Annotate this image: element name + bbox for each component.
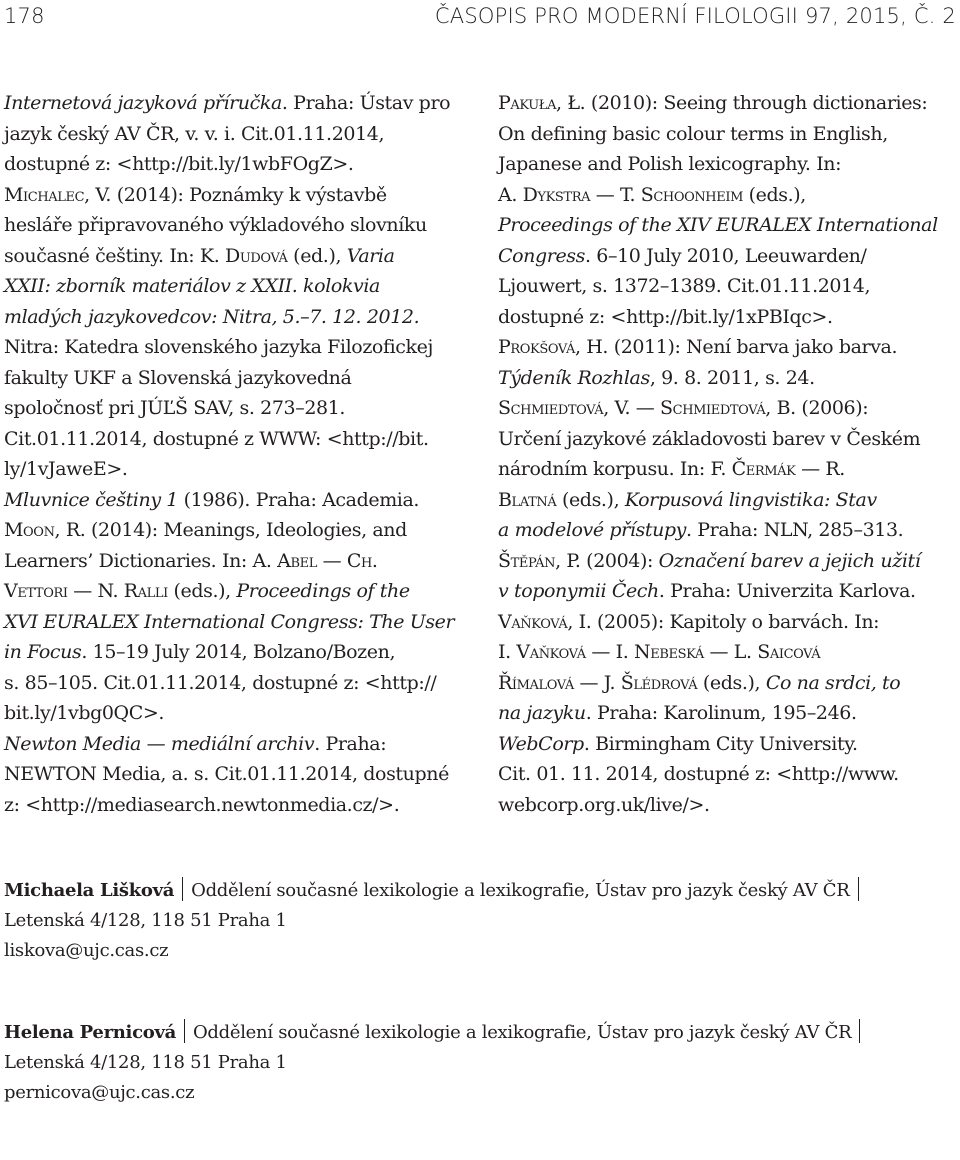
reference-text: Cit.01.11.2014, dostupné z WWW: <http://bit. — [4, 427, 429, 450]
reference-editor: Římalová — J. Šlédrová — [498, 671, 698, 694]
reference-entry — [4, 88, 474, 180]
reference-author: Pakuła, Ł. — [498, 92, 586, 114]
reference-text: Ljouwert, s. 1372–1389. Cit.01.11.2014, — [498, 275, 871, 297]
reference-text: (ed.), — [287, 244, 347, 267]
reference-text: . 6–10 July 2010, Leeuwarden/ — [585, 244, 867, 267]
reference-entry — [498, 393, 958, 546]
reference-title: Proceedings of the XIV EURALEX International — [498, 214, 938, 236]
reference-text: (1986). Praha: Academia. — [178, 488, 420, 511]
reference-text: (2004): — [580, 549, 659, 572]
reference-text: webcorp.org.uk/live/>. — [498, 793, 710, 816]
reference-title: Internetová jazyková příručka — [4, 92, 282, 114]
reference-entry — [4, 180, 474, 485]
reference-editor: Vettori — N. Ralli — [4, 580, 168, 602]
references-right-column — [498, 88, 958, 820]
reference-entry — [498, 332, 958, 393]
reference-editor: Abel — Ch. — [277, 549, 378, 572]
reference-entry — [4, 515, 474, 729]
reference-author: Michalec, V. — [4, 183, 112, 206]
reference-text: (2006): — [795, 397, 869, 419]
reference-text: (eds.), — [556, 488, 625, 511]
reference-text: . Praha: — [314, 732, 387, 755]
reference-title: Proceedings of the — [236, 580, 410, 602]
reference-text: (eds.), — [742, 183, 806, 206]
running-header — [4, 4, 956, 38]
author-email[interactable]: pernicova@ujc.cas.cz — [4, 1082, 195, 1103]
reference-text: národním korpusu. In: F. — [498, 458, 732, 480]
reference-text: ly/1vJaweE>. — [4, 458, 128, 480]
reference-entry — [498, 546, 958, 607]
reference-title: Týdeník Rozhlas — [498, 366, 650, 389]
reference-entry — [498, 607, 958, 729]
author-addresses — [4, 876, 956, 1160]
reference-text: Určení jazykové základovosti barev v Českém — [498, 427, 921, 450]
reference-text: NEWTON Media, a. s. Cit.01.11.2014, dostupné — [4, 763, 449, 785]
reference-text: Cit. 01. 11. 2014, dostupné z: <http://www. — [498, 763, 899, 785]
reference-title: XVI EURALEX International Congress: The User — [4, 610, 455, 633]
page-number: 178 — [4, 4, 45, 28]
author-email[interactable]: liskova@ujc.cas.cz — [4, 940, 169, 961]
reference-author: Moon, R. — [4, 519, 86, 541]
reference-text: s. 85–105. Cit.01.11.2014, dostupné z: <http:// — [4, 671, 437, 694]
reference-text: (2005): Kapitoly o barvách. In: — [591, 610, 880, 633]
separator-rule — [858, 877, 859, 901]
reference-text: Japanese and Polish lexicography. In: — [498, 153, 842, 175]
reference-title: Korpusová lingvistika: Stav — [624, 488, 877, 511]
reference-text: . Praha: Ústav pro — [281, 92, 451, 114]
reference-text: (2010): Seeing through dictionaries: — [585, 92, 928, 114]
reference-text: jazyk český AV ČR, v. v. i. Cit.01.11.2014, — [4, 122, 385, 145]
author-name: Michaela Lišková — [4, 880, 175, 901]
author-affiliation: Oddělení současné lexikologie a lexikografie, Ústav pro jazyk český AV ČR — [191, 880, 850, 901]
reference-editor: Blatná — [498, 488, 557, 511]
reference-title: a modelové přístupy — [498, 519, 687, 541]
reference-entry — [4, 729, 474, 821]
journal-title: ČASOPIS PRO MODERNÍ FILOLOGII 97, 2015, Č. 2 — [434, 4, 956, 28]
reference-title: WebCorp — [498, 732, 584, 755]
reference-title: Newton Media — mediální archiv — [4, 732, 315, 755]
reference-author: Schmiedtová, V. — Schmiedtová, B. — [498, 397, 796, 419]
reference-text: spoločnosť pri JÚĽŠ SAV, s. 273–281. — [4, 397, 346, 419]
reference-text: . Birmingham City University. — [583, 732, 858, 755]
separator-rule — [184, 1019, 185, 1043]
references-left-column — [4, 88, 474, 820]
reference-text: (2014): Meanings, Ideologies, and — [85, 519, 407, 541]
separator-rule — [182, 877, 183, 901]
reference-text: . Praha: Karolinum, 195–246. — [585, 702, 857, 724]
reference-text: Nitra: Katedra slovenského jazyka Filozofickej — [4, 336, 433, 358]
author-address: Letenská 4/128, 118 51 Praha 1 — [4, 1052, 287, 1073]
reference-text: fakulty UKF a Slovenská jazykovedná — [4, 366, 352, 389]
reference-title: Co na srdci, to — [765, 671, 901, 694]
reference-entry — [498, 729, 958, 821]
reference-text: On defining basic colour terms in English, — [498, 122, 888, 145]
reference-text: . 15–19 July 2014, Bolzano/Bozen, — [81, 641, 396, 663]
reference-title: Varia — [346, 244, 395, 267]
reference-editor: Dudová — [225, 244, 288, 267]
reference-entry — [4, 485, 474, 516]
reference-text: (2011): Není barva jako barva. — [608, 336, 898, 358]
reference-text: dostupné z: <http://bit.ly/1xPBIqc>. — [498, 305, 833, 328]
reference-author: Vaňková, I. — [498, 610, 592, 633]
reference-text: . Praha: NLN, 285–313. — [686, 519, 904, 541]
reference-text: bit.ly/1vbg0QC>. — [4, 702, 165, 724]
reference-title: in Focus — [4, 641, 82, 663]
reference-title: na jazyku — [498, 702, 586, 724]
reference-editor: A. Dykstra — T. Schoonheim — [498, 183, 743, 206]
author-block — [4, 1018, 956, 1108]
reference-title: Označení barev a jejich užití — [658, 549, 921, 572]
reference-text: z: <http://mediasearch.newtonmedia.cz/>. — [4, 793, 400, 816]
reference-author: Prokšová, H. — [498, 336, 609, 358]
reference-text: , 9. 8. 2011, s. 24. — [649, 366, 815, 389]
reference-text: dostupné z: <http://bit.ly/1wbFOgZ>. — [4, 153, 354, 175]
author-block — [4, 876, 956, 966]
reference-title: Congress — [498, 244, 586, 267]
reference-title: mladých jazykovedcov: Nitra, 5.–7. 12. 2012. — [4, 305, 420, 328]
reference-text: (2014): Poznámky k výstavbě — [111, 183, 387, 206]
reference-editor: I. Vaňková — I. Nebeská — L. Saicová — [498, 641, 821, 663]
author-affiliation: Oddělení současné lexikologie a lexikografie, Ústav pro jazyk český AV ČR — [192, 1022, 852, 1043]
reference-text: . Praha: Univerzita Karlova. — [658, 580, 916, 602]
reference-text: (eds.), — [697, 671, 766, 694]
reference-entry — [498, 88, 958, 332]
reference-title: Mluvnice češtiny 1 — [4, 488, 178, 511]
author-address: Letenská 4/128, 118 51 Praha 1 — [4, 910, 287, 931]
separator-rule — [859, 1019, 860, 1043]
reference-editor: Čermák — R. — [731, 458, 845, 480]
reference-text: Learners’ Dictionaries. In: A. — [4, 549, 278, 572]
reference-text: (eds.), — [167, 580, 237, 602]
author-name: Helena Pernicová — [4, 1022, 176, 1043]
reference-title: v toponymii Čech — [498, 580, 659, 602]
reference-text: současné češtiny. In: K. — [4, 244, 225, 267]
reference-text: hesláře připravovaného výkladového slovníku — [4, 214, 427, 236]
reference-title: XXII: zborník materiálov z XXII. kolokvia — [4, 275, 380, 297]
reference-author: Štěpán, P. — [498, 549, 581, 572]
